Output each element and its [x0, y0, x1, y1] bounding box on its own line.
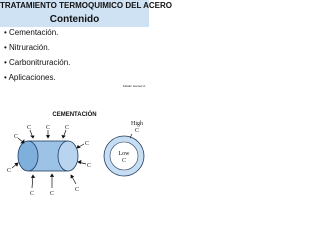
carbon-label: C — [14, 134, 19, 140]
slide-contenido — [0, 0, 172, 92]
cementation-diagram — [0, 108, 149, 198]
carbon-label: C — [87, 163, 92, 169]
steel-cylinder — [18, 141, 78, 171]
low-c-label: Low — [118, 151, 130, 157]
carbon-label: C — [46, 125, 51, 131]
low-c-label: C — [121, 158, 127, 164]
high-c-label: High — [131, 121, 143, 127]
carbon-label: C — [30, 191, 35, 197]
carbon-label: C — [65, 125, 70, 131]
carbon-label: C — [50, 191, 55, 197]
list-item: • Cementación. — [4, 28, 59, 37]
slide-subtitle: Contenido — [49, 14, 100, 25]
list-item: • Aplicaciones. — [4, 73, 56, 82]
carbon-label: C — [85, 141, 90, 147]
carbon-label: C — [7, 168, 12, 174]
list-item: • Carbonitruración. — [4, 58, 71, 67]
list-item: • Nitruración. — [4, 43, 50, 52]
slide-cementacion — [0, 108, 149, 198]
high-c-label: C — [134, 128, 140, 134]
slide-title: CEMENTACIÓN — [52, 112, 97, 118]
carbon-label: C — [27, 125, 32, 131]
carbon-label: C — [75, 187, 80, 193]
page-separator — [0, 92, 149, 108]
content-list — [4, 25, 70, 85]
author-footer: Fabián Gamez A. — [122, 84, 146, 88]
slide-title: TRATAMIENTO TERMOQUIMICO DEL ACERO — [0, 1, 172, 10]
